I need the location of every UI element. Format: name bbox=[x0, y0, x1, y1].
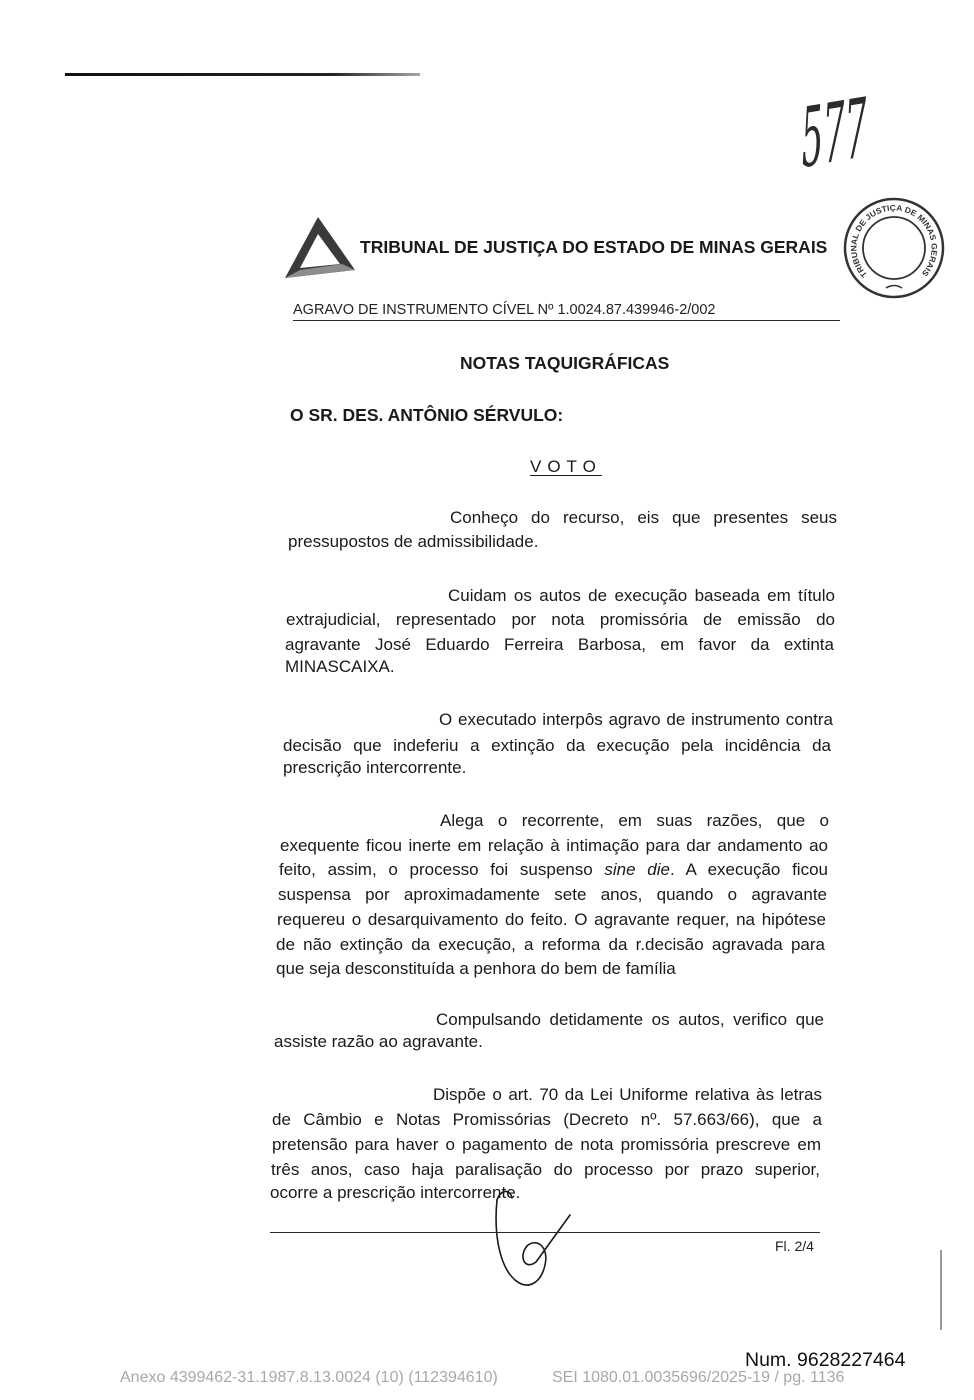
paragraph-line: que seja desconstituída a penhora do bem de família bbox=[276, 959, 676, 978]
page-reference: Fl. 2/4 bbox=[775, 1238, 814, 1254]
line-segment: . A execução ficou bbox=[669, 860, 828, 879]
paragraph-line: três anos, caso haja paralisação do processo por prazo superior, bbox=[271, 1160, 820, 1179]
paragraph-line: de não extinção da execução, a reforma da r.decisão agravada para bbox=[276, 935, 825, 954]
paragraph-line: ocorre a prescrição intercorrente. bbox=[270, 1183, 521, 1202]
court-name: TRIBUNAL DE JUSTIÇA DO ESTADO DE MINAS GERAIS bbox=[360, 237, 828, 257]
paragraph-line: pretensão para haver o pagamento de nota promissória prescreve em bbox=[272, 1135, 821, 1154]
paragraph-line: exequente ficou inerte em relação à intimação para dar andamento ao bbox=[280, 836, 828, 855]
paragraph-line: Dispõe o art. 70 da Lei Uniforme relativa às letras bbox=[433, 1085, 822, 1104]
footer-rule bbox=[270, 1232, 820, 1233]
seal-text-path: TRIBUNAL DE JUSTIÇA DE MINAS GERAIS bbox=[849, 203, 939, 280]
handwritten-signature bbox=[480, 1180, 590, 1300]
latin-term-italic: sine die bbox=[604, 860, 670, 879]
footer-sei: SEI 1080.01.0035696/2025-19 / pg. 1136 bbox=[552, 1369, 845, 1386]
paragraph-line: Conheço do recurso, eis que presentes seus bbox=[450, 508, 837, 527]
speaker-name: O SR. DES. ANTÔNIO SÉRVULO: bbox=[290, 405, 564, 425]
paragraph-line: O executado interpôs agravo de instrumento contra bbox=[439, 710, 833, 729]
paragraph-line: decisão que indeferiu a extinção da execução pela incidência da bbox=[283, 736, 831, 755]
paragraph-line: extrajudicial, representado por nota promissória de emissão do bbox=[286, 610, 835, 629]
court-seal-icon bbox=[842, 196, 946, 300]
footer-annex: Anexo 4399462-31.1987.8.13.0024 (10) (112394610) bbox=[120, 1369, 498, 1386]
paragraph-line: assiste razão ao agravante. bbox=[274, 1032, 483, 1051]
paragraph-line: pressupostos de admissibilidade. bbox=[288, 532, 539, 551]
paragraph-line: requereu o desarquivamento do feito. O agravante requer, na hipótese bbox=[277, 910, 826, 929]
paragraph-line: suspensa por aproximadamente sete anos, quando o agravante bbox=[278, 885, 827, 904]
paragraph-line: Alega o recorrente, em suas razões, que o bbox=[440, 811, 829, 830]
paragraph-line: MINASCAIXA. bbox=[285, 657, 395, 676]
line-segment: feito, assim, o processo foi suspenso bbox=[279, 860, 605, 879]
paragraph-line: agravante José Eduardo Ferreira Barbosa, em favor da extinta bbox=[285, 635, 834, 654]
paragraph-line bbox=[279, 860, 828, 880]
case-number: AGRAVO DE INSTRUMENTO CÍVEL Nº 1.0024.87.439946-2/002 bbox=[293, 302, 716, 318]
section-title: NOTAS TAQUIGRÁFICAS bbox=[460, 353, 670, 373]
paragraph-line: de Câmbio e Notas Promissórias (Decreto nº. 57.663/66), que a bbox=[272, 1110, 822, 1129]
scan-top-rule bbox=[65, 73, 420, 76]
case-number-rule bbox=[293, 320, 840, 321]
paragraph-line: Compulsando detidamente os autos, verifico que bbox=[436, 1010, 824, 1029]
paragraph-line: prescrição intercorrente. bbox=[283, 758, 467, 777]
document-number: Num. 9628227464 bbox=[745, 1349, 906, 1371]
vote-heading: VOTO bbox=[530, 457, 602, 476]
handwritten-page-number: 577 bbox=[799, 81, 869, 187]
tjmg-triangle-logo-icon bbox=[280, 210, 360, 286]
scan-edge-line bbox=[940, 1250, 942, 1330]
paragraph-line: Cuidam os autos de execução baseada em título bbox=[448, 586, 835, 605]
